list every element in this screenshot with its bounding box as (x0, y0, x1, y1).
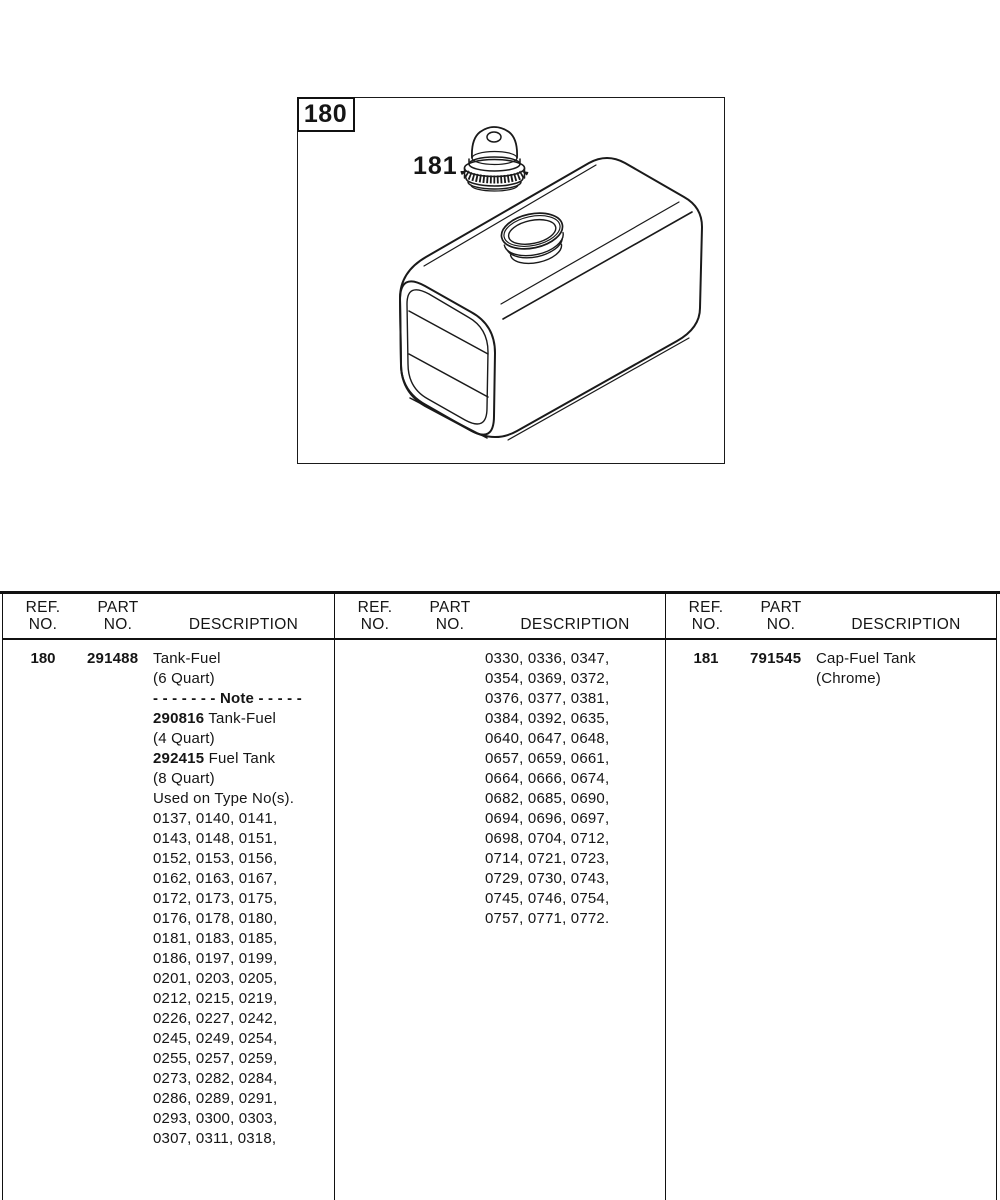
description-line: 0293, 0300, 0303, (153, 1110, 278, 1127)
header-part-no: PART NO. (429, 599, 471, 633)
description-line: 0201, 0203, 0205, (153, 970, 278, 987)
description-line: 0143, 0148, 0151, (153, 830, 278, 847)
header-group-1 (3, 594, 334, 638)
description-line: (4 Quart) (153, 730, 215, 747)
fuel-cap-callout-number: 181 (413, 152, 458, 180)
figure-number: 180 (303, 99, 348, 128)
description-line: 292415 Fuel Tank (153, 750, 276, 767)
description-line: 0176, 0178, 0180, (153, 910, 278, 927)
description-line: 0172, 0173, 0175, (153, 890, 278, 907)
ref-no-value: 180 (30, 650, 56, 667)
header-description: DESCRIPTION (188, 616, 299, 633)
body-group-1 (3, 640, 334, 1200)
table-header-row (3, 594, 996, 640)
description-line: Used on Type No(s). (153, 790, 295, 807)
description-line: 0273, 0282, 0284, (153, 1070, 278, 1087)
part-no-value: 291488 (87, 650, 139, 667)
description-line: 0384, 0392, 0635, (485, 710, 610, 727)
header-group-3 (665, 594, 996, 638)
header-ref-no: REF. NO. (688, 599, 724, 633)
description-line: (Chrome) (816, 670, 881, 687)
description-line: 0354, 0369, 0372, (485, 670, 610, 687)
header-description: DESCRIPTION (520, 616, 630, 633)
figure-number-label (297, 97, 355, 132)
description-line: 0255, 0257, 0259, (153, 1050, 278, 1067)
description-line: 0657, 0659, 0661, (485, 750, 610, 767)
parts-table-inner (2, 594, 997, 1200)
filler-neck-drawing (498, 208, 569, 269)
part-no-value (415, 649, 485, 1200)
header-ref-no: REF. NO. (25, 599, 61, 633)
description-cell (153, 649, 334, 1200)
description-line: 0245, 0249, 0254, (153, 1030, 278, 1047)
description-line: 0682, 0685, 0690, (485, 790, 610, 807)
fuel-tank-drawing (400, 158, 702, 440)
description-line: 0694, 0696, 0697, (485, 810, 610, 827)
diagram-frame (297, 97, 725, 464)
description-line: (8 Quart) (153, 770, 215, 787)
part-no-value: 791545 (750, 650, 802, 667)
description-line: 0698, 0704, 0712, (485, 830, 610, 847)
parts-table (0, 591, 1000, 1200)
fuel-cap-drawing (465, 127, 525, 191)
description-line: 0212, 0215, 0219, (153, 990, 278, 1007)
description-line: 0152, 0153, 0156, (153, 850, 278, 867)
description-line: 0307, 0311, 0318, (153, 1130, 277, 1147)
description-line: 0714, 0721, 0723, (485, 850, 610, 867)
table-body-row (3, 640, 996, 1200)
description-line: - - - - - - - Note - - - - - (153, 690, 302, 707)
description-line: 0664, 0666, 0674, (485, 770, 610, 787)
ref-no-value (335, 649, 415, 1200)
description-line: 0162, 0163, 0167, (153, 870, 278, 887)
header-part-no: PART NO. (760, 599, 802, 633)
description-line: 0640, 0647, 0648, (485, 730, 610, 747)
header-ref-no: REF. NO. (357, 599, 393, 633)
description-line: 0757, 0771, 0772. (485, 910, 610, 927)
description-line: Cap-Fuel Tank (816, 650, 916, 667)
ref-no-value: 181 (693, 650, 719, 667)
description-line: 0729, 0730, 0743, (485, 870, 610, 887)
description-line: 0137, 0140, 0141, (153, 810, 278, 827)
description-line: 0186, 0197, 0199, (153, 950, 278, 967)
header-part-no: PART NO. (97, 599, 139, 633)
description-line: 0376, 0377, 0381, (485, 690, 610, 707)
description-line: 0226, 0227, 0242, (153, 1010, 278, 1027)
description-line: (6 Quart) (153, 670, 215, 687)
header-group-2 (334, 594, 665, 638)
header-description: DESCRIPTION (851, 616, 961, 633)
fuel-tank-diagram (298, 98, 724, 463)
description-line: Tank-Fuel (153, 650, 221, 667)
description-line: 290816 Tank-Fuel (153, 710, 277, 727)
description-cell (816, 649, 996, 1200)
description-cell (485, 649, 665, 1200)
body-group-3 (665, 640, 996, 1200)
description-line: 0745, 0746, 0754, (485, 890, 610, 907)
description-line: 0181, 0183, 0185, (153, 930, 278, 947)
description-line: 0330, 0336, 0347, (485, 650, 610, 667)
body-group-2 (334, 640, 665, 1200)
description-line: 0286, 0289, 0291, (153, 1090, 278, 1107)
